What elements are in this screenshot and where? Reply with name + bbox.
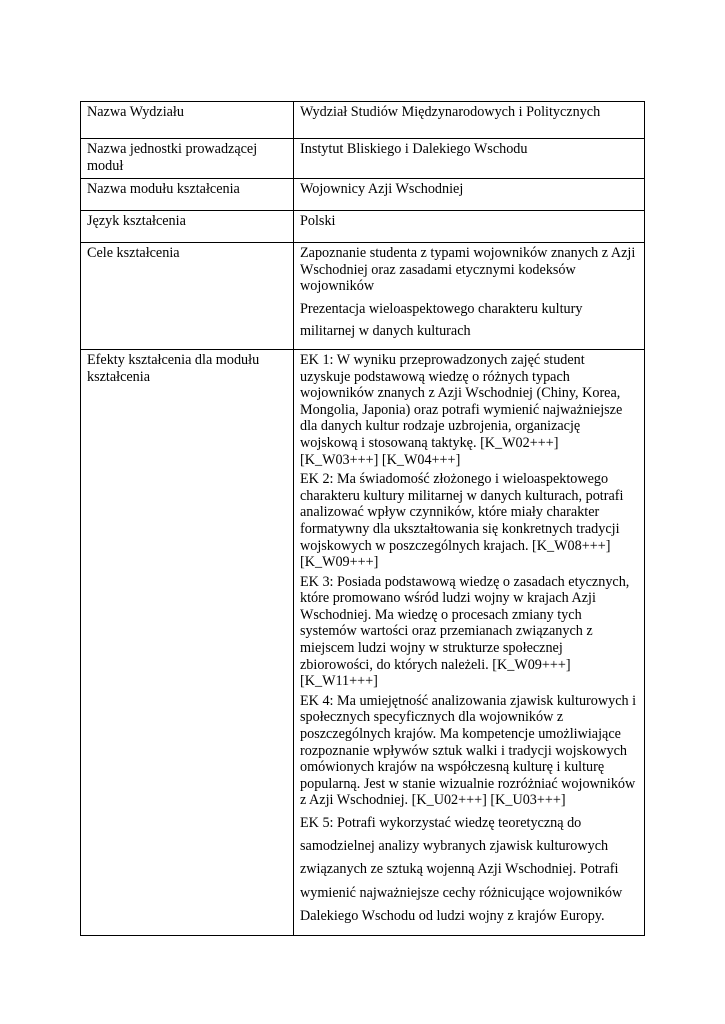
unit-label: Nazwa jednostki prowadzącej moduł <box>81 139 294 179</box>
objective-paragraph: Prezentacja wieloaspektowego charakteru kultury militarnej w danych kulturach <box>300 300 583 339</box>
table-row-module-name <box>81 179 645 211</box>
objectives-label: Cele kształcenia <box>81 243 294 350</box>
learning-outcomes-label: Efekty kształcenia dla modułu kształcenia <box>81 349 294 935</box>
objectives-value <box>294 243 645 350</box>
learning-outcome-ek1: EK 1: W wyniku przeprowadzonych zajęć student uzyskuje podstawową wiedzę o różnych typach wojowników znanych z Azji Wschodniej (Chiny, Korea, Mongolia, Japonia) oraz potrafi wymienić najważniejsze dla danych kultur rodzaje uzbrojenia, organizację wojskową i stosowaną taktykę. [K_W02+++] [K_W03+++] [K_W04+++] <box>300 351 623 468</box>
learning-outcome-ek5: EK 5: Potrafi wykorzystać wiedzę teoretyczną do samodzielnej analizy wybranych zjawisk kulturowych związanych ze sztuką wojenną Azji Wschodniej. Potrafi wymienić najważniejsze cechy różnicujące wojowników Dalekiego Wschodu od ludzi wojny z krajów Europy. <box>300 815 623 924</box>
table-row-language <box>81 211 645 243</box>
language-label: Język kształcenia <box>81 211 294 243</box>
table-row-objectives <box>81 243 645 350</box>
table-row-unit <box>81 139 645 179</box>
table-row-faculty <box>81 102 645 139</box>
unit-value: Instytut Bliskiego i Dalekiego Wschodu <box>294 139 645 179</box>
language-value: Polski <box>294 211 645 243</box>
faculty-value: Wydział Studiów Międzynarodowych i Politycznych <box>294 102 645 139</box>
learning-outcome-ek3: EK 3: Posiada podstawową wiedzę o zasadach etycznych, które promowano wśród ludzi wojny w krajach Azji Wschodniej. Ma wiedzę o procesach zmiany tych systemów wartości oraz przemianach związanych z miejscem ludzi wojny w strukturze społecznej zbiorowości, do których należeli. [K_W09+++] [K_W11+++] <box>300 573 630 690</box>
module-description-table <box>80 101 645 936</box>
faculty-label: Nazwa Wydziału <box>81 102 294 139</box>
objective-paragraph: Zapoznanie studenta z typami wojowników znanych z Azji Wschodniej oraz zasadami etycznymi kodeksów wojowników <box>300 245 636 295</box>
learning-outcome-ek2: EK 2: Ma świadomość złożonego i wieloaspektowego charakteru kultury militarnej w danych kulturach, potrafi analizować wpływ czynników, które miały charakter formatywny dla ukształtowania się konkretnych tradycji wojskowych w poszczególnych krajach. [K_W08+++] [K_W09+++] <box>300 471 624 571</box>
learning-outcomes-value <box>294 349 645 935</box>
module-name-label: Nazwa modułu kształcenia <box>81 179 294 211</box>
module-name-value: Wojownicy Azji Wschodniej <box>294 179 645 211</box>
learning-outcome-ek4: EK 4: Ma umiejętność analizowania zjawisk kulturowych i społecznych specyficznych dla wojowników z poszczególnych krajów. Ma kompetencje umożliwiające rozpoznanie wpływów sztuk walki i tradycji wojskowych omówionych krajów na współczesną kulturę i kulturę popularną. Jest w stanie wizualnie rozróżniać wojowników z Azji Wschodniej. [K_U02+++] [K_U03+++] <box>300 692 637 809</box>
table-row-learning-outcomes <box>81 349 645 935</box>
